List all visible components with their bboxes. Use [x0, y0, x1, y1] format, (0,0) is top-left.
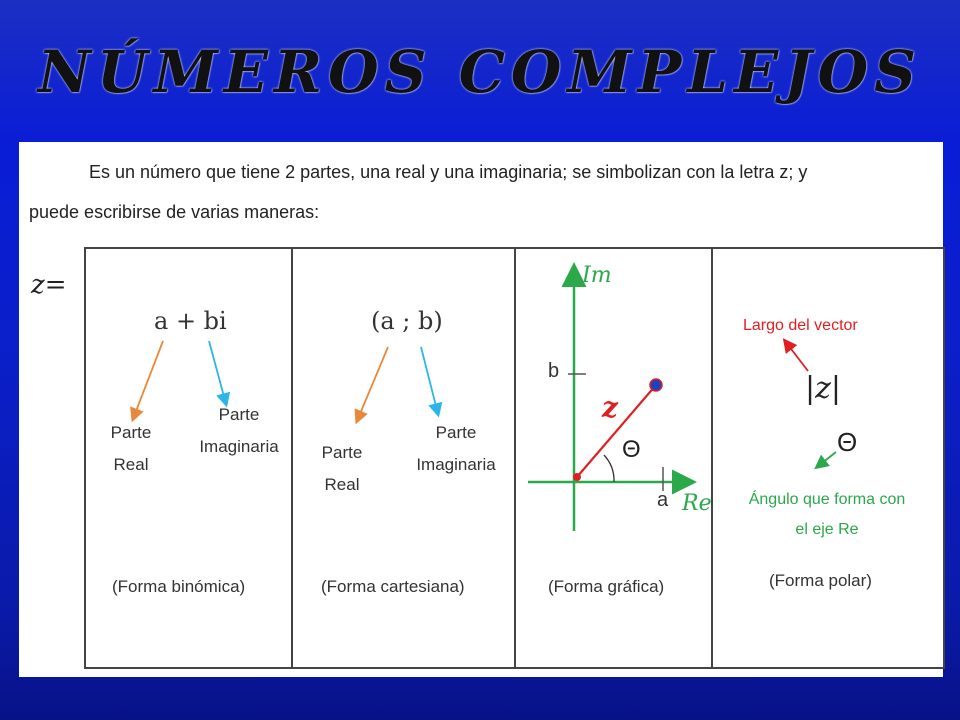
intro-line-1: Es un número que tiene 2 partes, una real y una imaginaria; se simbolizan con la letra z; y [89, 162, 808, 182]
graphic-form-cell [516, 249, 713, 667]
b-tick-label: b [548, 360, 560, 382]
z-vector-label: z [602, 391, 618, 424]
angle-arrow [817, 452, 836, 467]
a-tick-label: a [657, 489, 669, 511]
angle-description-label: Ángulo que forma con el eje Re [748, 491, 906, 538]
imaginary-part-arrow [209, 341, 226, 404]
cartesian-caption: (Forma cartesiana) [321, 577, 465, 596]
binomic-real-label: Parte Real [110, 423, 152, 474]
real-part-arrow [133, 341, 163, 419]
binomic-caption: (Forma binómica) [112, 577, 246, 596]
polar-form-cell [713, 249, 943, 667]
cartesian-imaginary-label: Parte Imaginaria [416, 423, 496, 474]
origin-point [573, 473, 581, 481]
imaginary-part-arrow [421, 347, 438, 414]
length-arrow [785, 341, 808, 371]
binomic-formula: a + bi [154, 307, 227, 335]
im-axis-label: Im [582, 263, 612, 288]
z-point [650, 379, 662, 391]
polar-arrows [713, 249, 943, 669]
content-panel [19, 142, 943, 677]
slide-title: NÚMEROS COMPLEJOS [37, 38, 923, 106]
re-axis-label: Re [682, 491, 712, 516]
angle-arc [604, 455, 614, 482]
binomic-imaginary-label: Parte Imaginaria [199, 405, 279, 456]
cartesian-formula: (a ; b) [371, 307, 443, 335]
cartesian-form-cell [293, 249, 516, 667]
real-part-arrow [357, 347, 388, 421]
modulus-label: |z| [805, 371, 842, 406]
cartesian-real-label: Parte Real [321, 443, 363, 494]
forms-table [84, 247, 945, 669]
binomic-form-cell [86, 249, 293, 667]
vector-length-label: Largo del vector [743, 317, 858, 334]
graphic-caption: (Forma gráfica) [548, 577, 665, 596]
theta-label: Θ [622, 436, 641, 463]
complex-plane-diagram [516, 249, 713, 669]
polar-caption: (Forma polar) [769, 571, 872, 590]
z-equals-label: z= [31, 270, 67, 300]
polar-theta-label: Θ [837, 427, 858, 457]
intro-line-2: puede escribirse de varias maneras: [29, 202, 320, 222]
